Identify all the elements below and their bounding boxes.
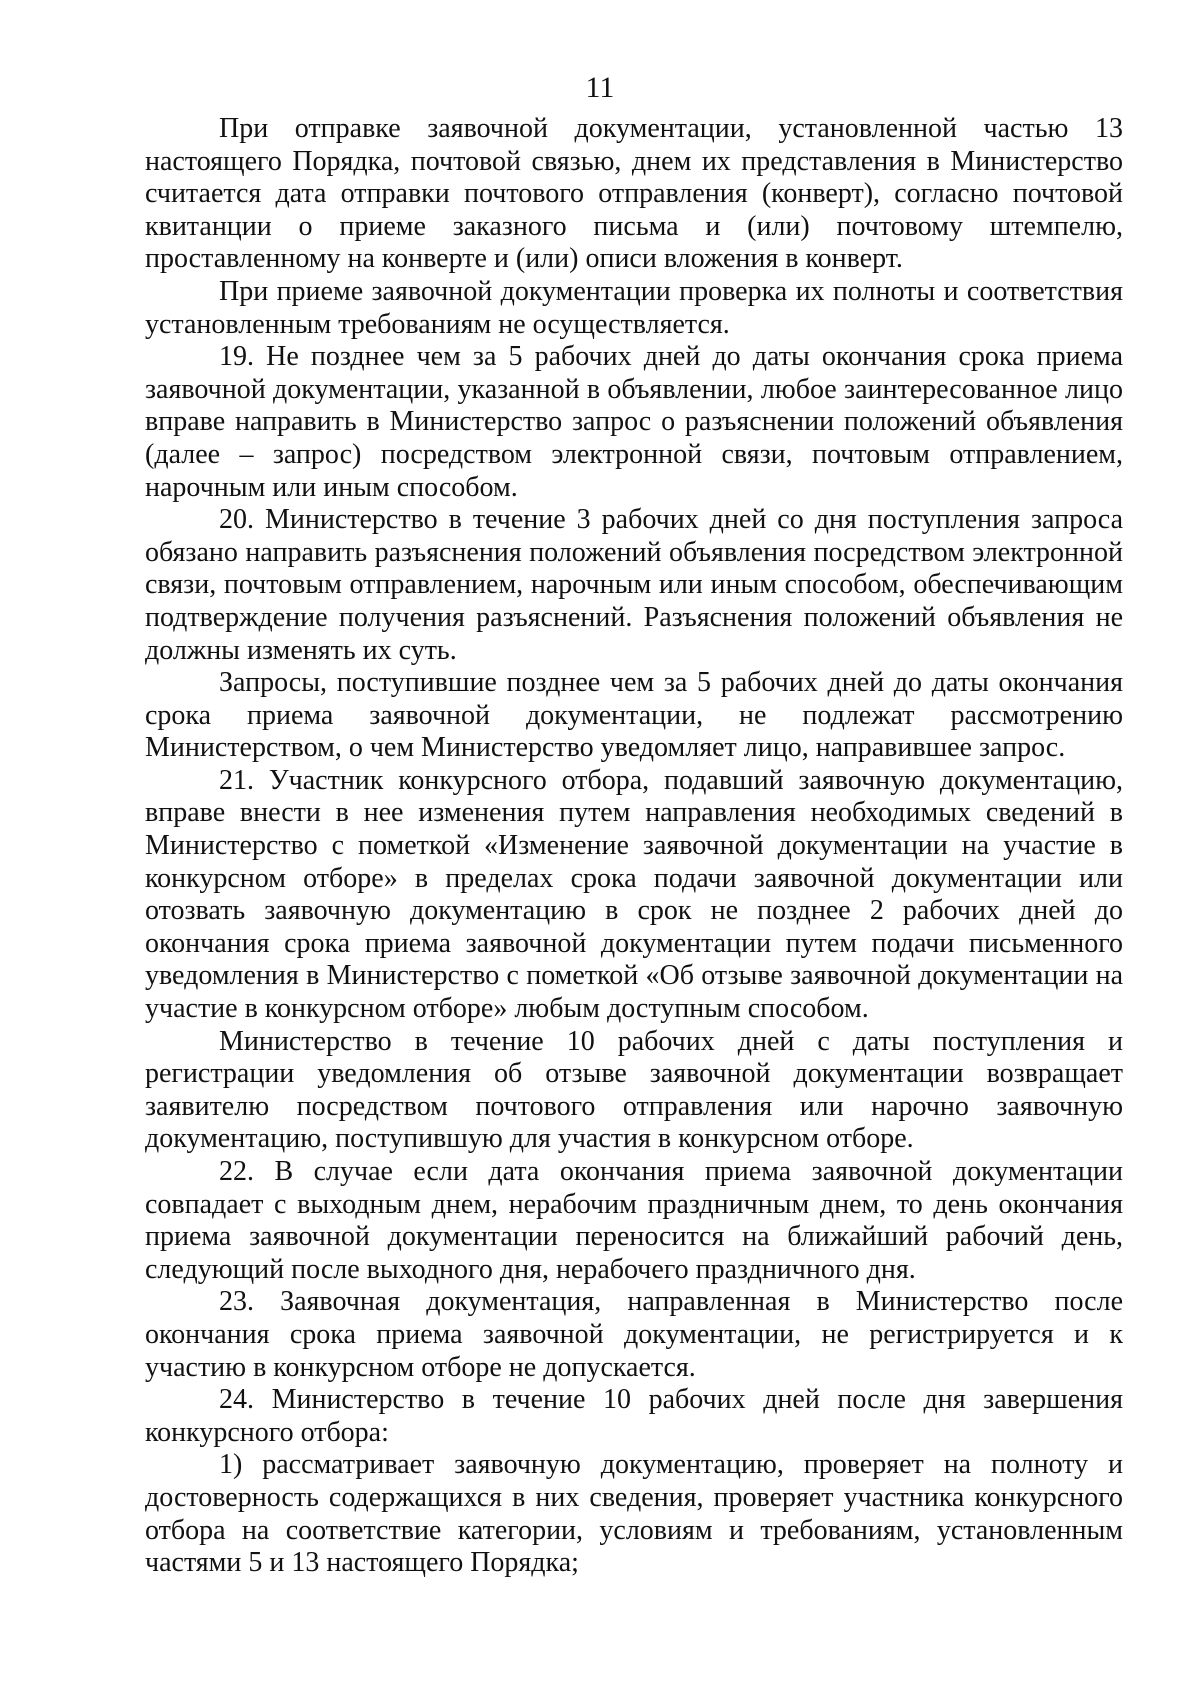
paragraph-late-requests: Запросы, поступившие позднее чем за 5 рабочих дней до даты окончания срока приема заявочной документации, не подлежат рассмотрению Министерством, о чем Министерство уведомляет лицо, направившее запрос. <box>145 667 1123 764</box>
paragraph-20-clarification-reply: 20. Министерство в течение 3 рабочих дней со дня поступления запроса обязано направить разъяснения положений объявления посредством электронной связи, почтовым отправлением, нарочным или иным способом, обеспечивающим подтверждение получения разъяснений. Разъяснения положений объявления не должны изменять их суть. <box>145 504 1123 666</box>
paragraph-24-review-period: 24. Министерство в течение 10 рабочих дней после дня завершения конкурсного отбора: <box>145 1384 1123 1448</box>
paragraph-22-holiday-deadline: 22. В случае если дата окончания приема заявочной документации совпадает с выходным днем, нерабочим праздничным днем, то день окончания приема заявочной документации переносится на ближайший рабочий день, следующий после выходного дня, нерабочего праздничного дня. <box>145 1156 1123 1285</box>
page-number: 11 <box>585 71 615 104</box>
paragraph-postal-submission: При отправке заявочной документации, установленной частью 13 настоящего Порядка, почтовой связью, днем их представления в Министерство считается дата отправки почтового отправления (конверт), согласно почтовой квитанции о приеме заказного письма и (или) почтовому штемпелю, проставленному на конверте и (или) описи вложения в конверт. <box>145 113 1123 275</box>
paragraph-21-changes-withdrawal: 21. Участник конкурсного отбора, подавший заявочную документацию, вправе внести в нее изменения путем направления необходимых сведений в Министерство с пометкой «Изменение заявочной документации на участие в конкурсном отборе» в пределах срока подачи заявочной документации или отозвать заявочную документацию в срок не позднее 2 рабочих дней до окончания срока приема заявочной документации путем подачи письменного уведомления в Министерство с пометкой «Об отзыве заявочной документации на участие в конкурсном отборе» любым доступным способом. <box>145 764 1123 1025</box>
document-body <box>145 113 1123 1580</box>
paragraph-24-1-review-documents: 1) рассматривает заявочную документацию, проверяет на полноту и достоверность содержащихся в них сведения, проверяет участника конкурсного отбора на соответствие категории, условиям и требованиям, установленным частями 5 и 13 настоящего Порядка; <box>145 1449 1123 1579</box>
paragraph-19-clarification-request: 19. Не позднее чем за 5 рабочих дней до даты окончания срока приема заявочной документации, указанной в объявлении, любое заинтересованное лицо вправе направить в Министерство запрос о разъяснении положений объявления (далее – запрос) посредством электронной связи, почтовым отправлением, нарочным или иным способом. <box>145 341 1123 503</box>
paragraph-23-late-submission: 23. Заявочная документация, направленная в Министерство после окончания срока приема заявочной документации, не регистрируется и к участию в конкурсном отборе не допускается. <box>145 1286 1123 1383</box>
paragraph-return-documents: Министерство в течение 10 рабочих дней с даты поступления и регистрации уведомления об отзыве заявочной документации возвращает заявителю посредством почтового отправления или нарочно заявочную документацию, поступившую для участия в конкурсном отборе. <box>145 1025 1123 1155</box>
paragraph-no-completeness-check: При приеме заявочной документации проверка их полноты и соответствия установленным требованиям не осуществляется. <box>145 275 1123 340</box>
